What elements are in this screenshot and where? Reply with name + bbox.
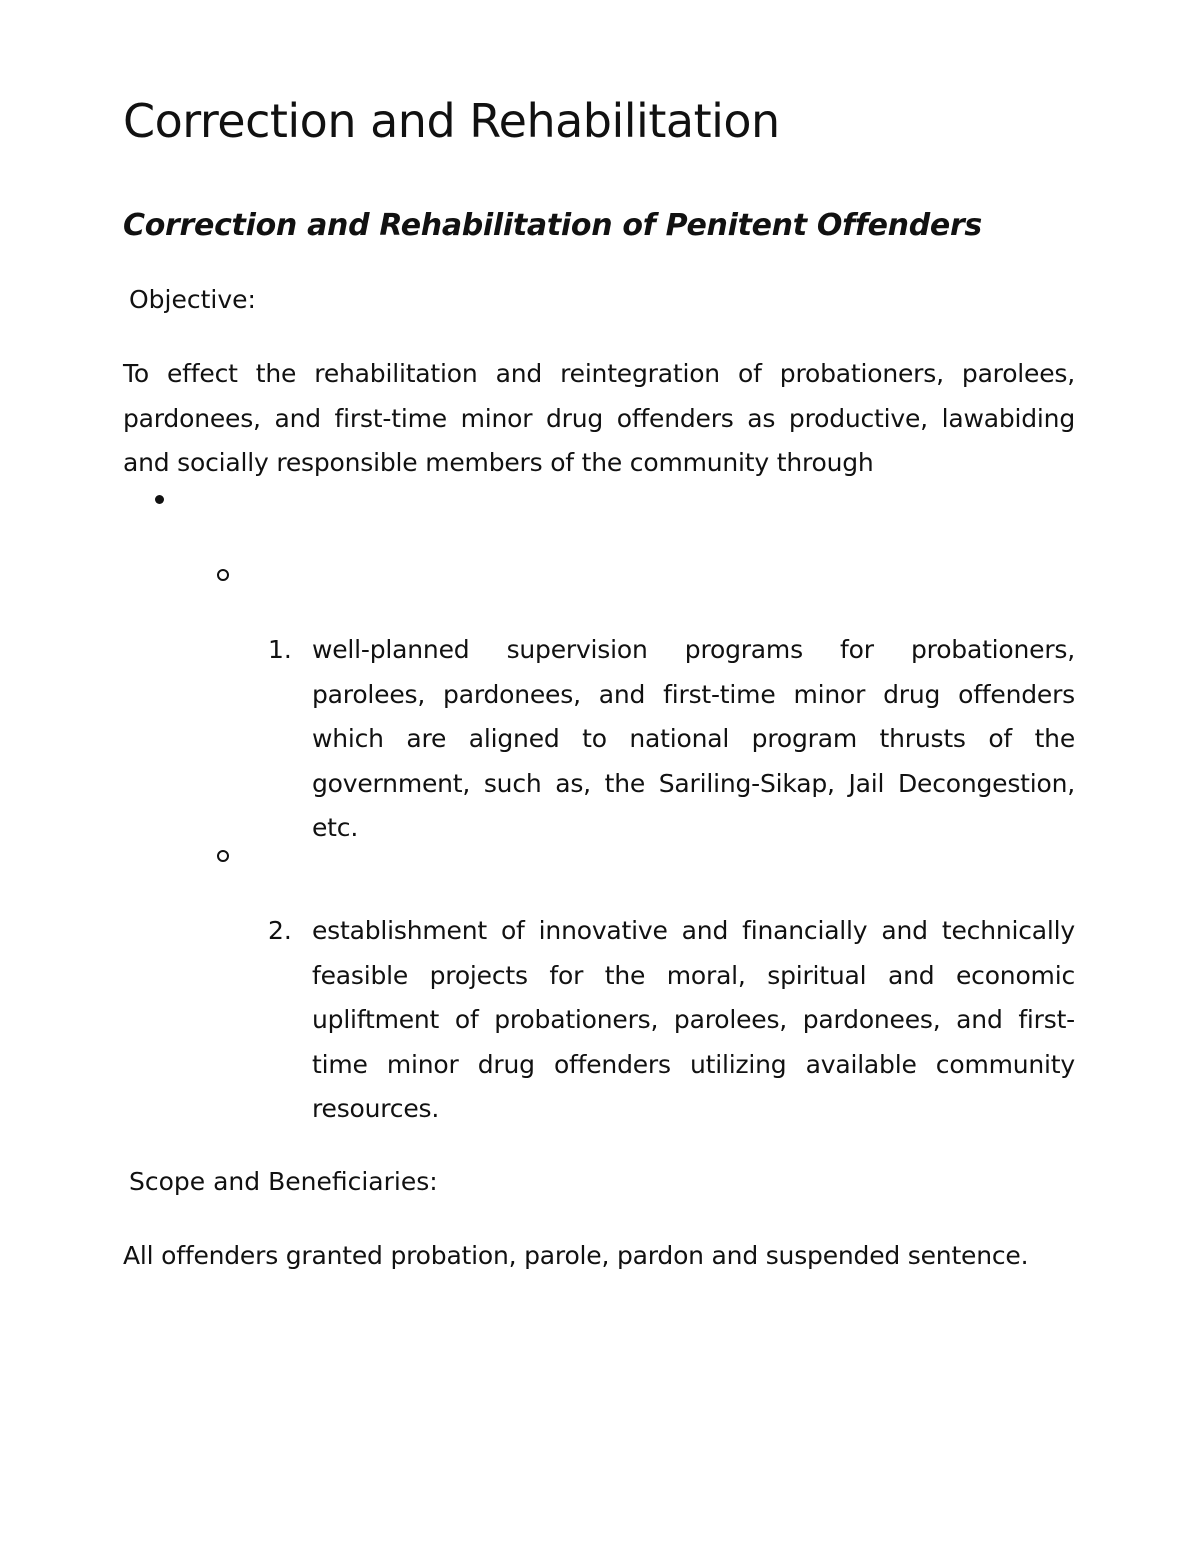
document-title: Correction and Rehabilitation <box>123 94 780 148</box>
hollow-bullet-icon <box>217 850 229 862</box>
document-subtitle: Correction and Rehabilitation of Penitent Offenders <box>123 208 982 243</box>
list-item-text: establishment of innovative and financially and technically feasible projects for the moral, spiritual and economic upliftment of probationers, parolees, pardonees, and first-time minor drug offenders utilizing available community resources. <box>312 916 1075 1123</box>
list-item-number: 1. <box>268 635 292 664</box>
objective-text: To effect the rehabilitation and reintegration of probationers, parolees, pardonees, and first-time minor drug offenders as productive, lawabiding and socially responsible members of the community through <box>123 359 1075 477</box>
list-item-number: 2. <box>268 916 292 945</box>
list-item-text: well-planned supervision programs for probationers, parolees, pardonees, and first-time minor drug offenders which are aligned to national program thrusts of the government, such as, the Sariling-Sikap, Jail Decongestion, etc. <box>312 635 1075 842</box>
hollow-bullet-icon <box>217 569 229 581</box>
scope-text: All offenders granted probation, parole, pardon and suspended sentence. <box>123 1241 1029 1270</box>
objective-label: Objective: <box>129 285 256 314</box>
filled-bullet-icon <box>155 495 164 504</box>
scope-label: Scope and Beneficiaries: <box>129 1167 438 1196</box>
